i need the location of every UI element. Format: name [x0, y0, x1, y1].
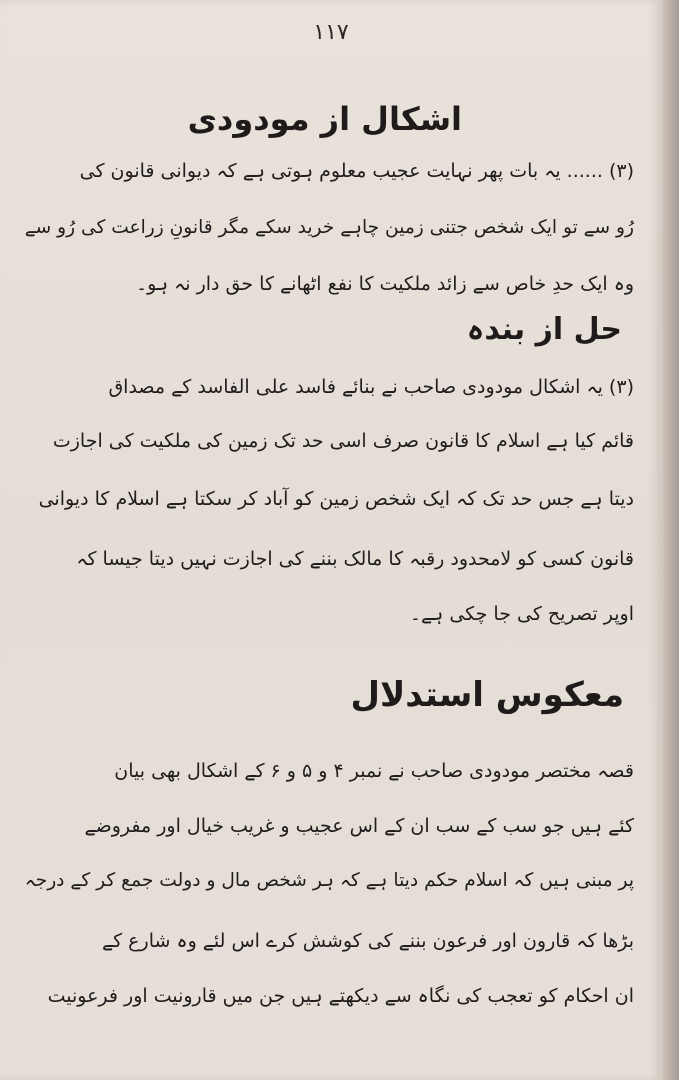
page-edge: [662, 0, 679, 1080]
section-3-line-1: قصہ مختصر مودودی صاحب نے نمبر ۴ و ۵ و ۶ کے اشکال بھی بیان: [114, 760, 634, 782]
section-2-line-1: (۳) یہ اشکال مودودی صاحب نے بنائے فاسد علی الفاسد کے مصداق: [108, 376, 634, 398]
section-3-line-4: بڑھا کہ قارون اور فرعون بننے کی کوشش کرے اس لئے وہ شارع کے: [101, 930, 634, 952]
section-3-line-5: ان احکام کو تعجب کی نگاہ سے دیکھتے ہیں جن میں قارونیت اور فرعونیت: [47, 985, 634, 1007]
section-1-line-1: (۳) ...... یہ بات پھر نہایت عجیب معلوم ہوتی ہے کہ دیوانی قانون کی: [79, 160, 634, 182]
heading-hal-az-banda: حل از بندہ: [466, 312, 622, 347]
section-2-line-4: قانون کسی کو لامحدود رقبہ کا مالک بننے کی اجازت نہیں دیتا جیسا کہ: [76, 548, 634, 570]
page-number: ۱۱۷: [313, 20, 349, 45]
section-2-line-3: دیتا ہے جس حد تک کہ ایک شخص زمین کو آباد کر سکتا ہے اسلام کا دیوانی: [38, 488, 634, 510]
section-2-line-2: قائم کیا ہے اسلام کا قانون صرف اسی حد تک زمین کی ملکیت کی اجازت: [52, 430, 634, 452]
section-3-line-3: پر مبنی ہیں کہ اسلام حکم دیتا ہے کہ ہر شخص مال و دولت جمع کر کے درجہ: [24, 870, 634, 891]
section-2-line-5: اوپر تصریح کی جا چکی ہے۔: [409, 603, 634, 625]
section-3-line-2: کئے ہیں جو سب کے سب ان کے اس عجیب و غریب خیال اور مفروضے: [84, 815, 634, 837]
heading-makoos-istidlal: معکوس استدلال: [350, 675, 624, 715]
section-1-line-2: رُو سے تو ایک شخص جتنی زمین چاہے خرید سکے مگر قانونِ زراعت کی رُو سے: [24, 217, 634, 238]
section-1-line-3: وہ ایک حدِ خاص سے زائد ملکیت کا نفع اٹھانے کا حق دار نہ ہو۔: [136, 273, 634, 295]
heading-ishkal-az-maududi: اشکال از مودودی: [187, 100, 462, 138]
